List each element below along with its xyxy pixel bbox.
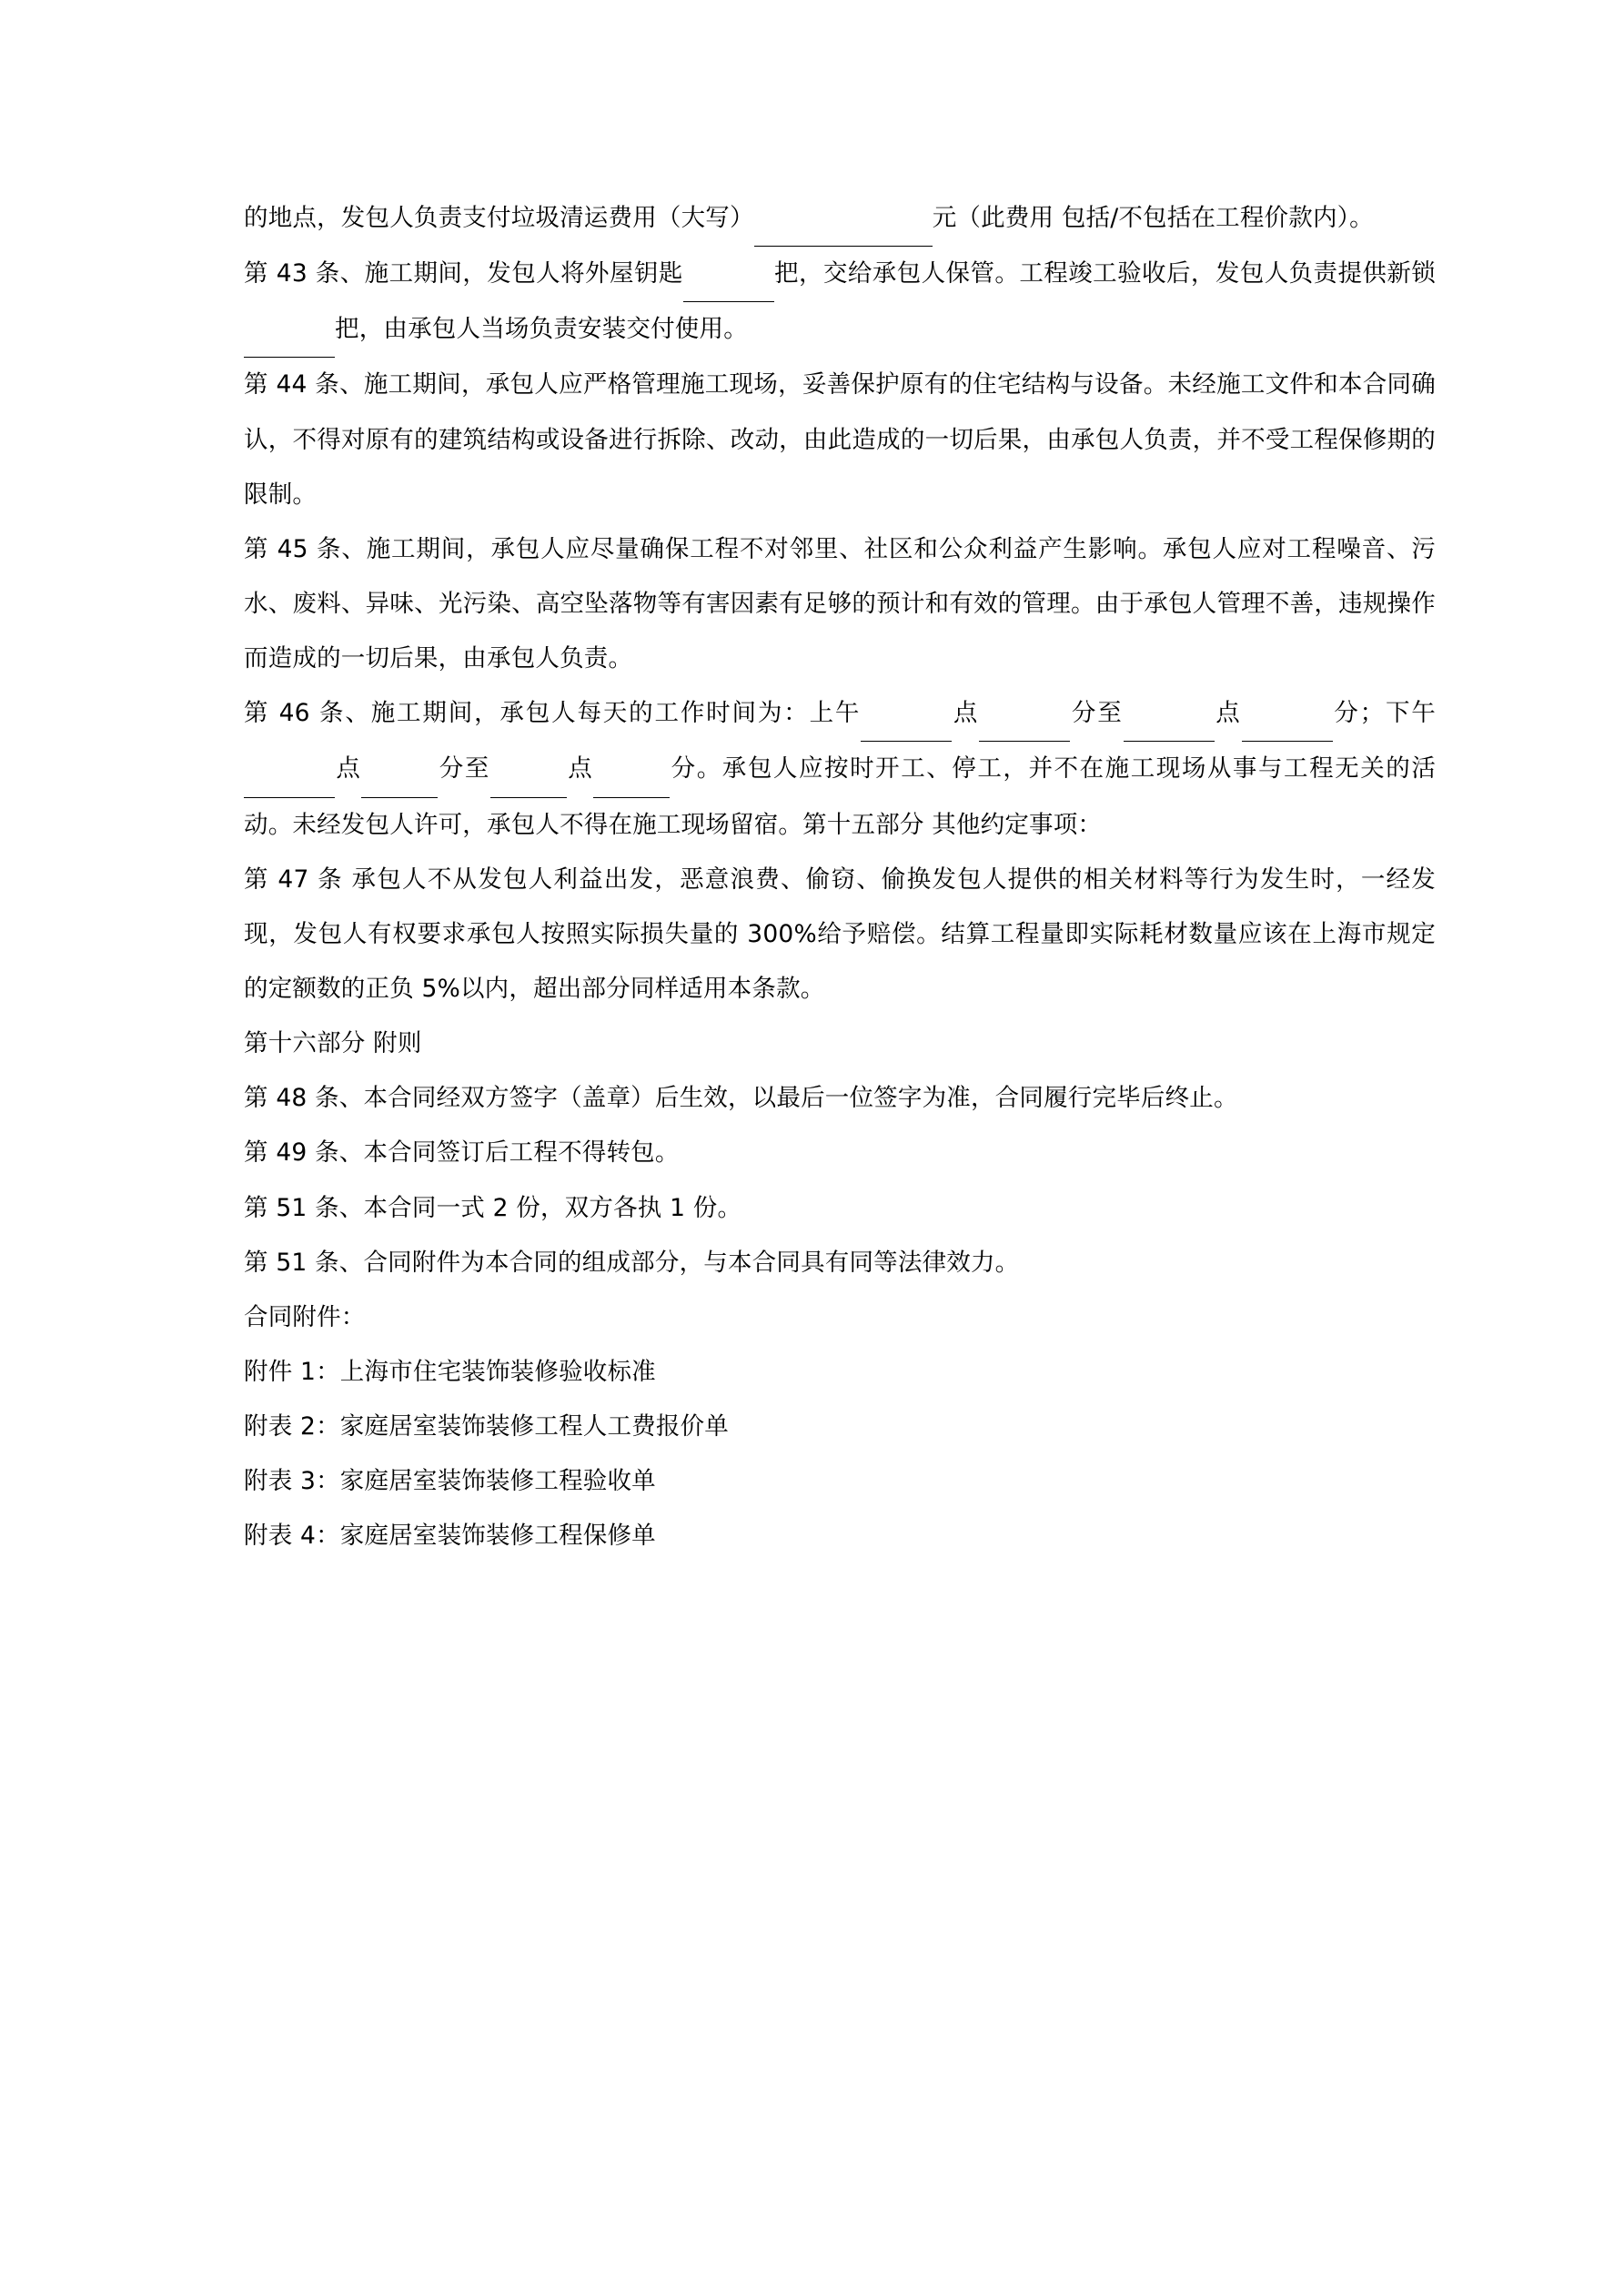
para-attachment-3: [244, 1454, 1436, 1509]
paragraph-text: 第 51 条、合同附件为本合同的组成部分，与本合同具有同等法律效力。: [244, 1248, 1020, 1277]
fill-in-blank[interactable]: [361, 742, 438, 797]
paragraph-text: 附表 3：家庭居室装饰装修工程验收单: [244, 1467, 656, 1496]
paragraph-text: 第 45 条、施工期间，承包人应尽量确保工程不对邻里、社区和公众利益产生影响。承包人应对工程噪音、污水、废料、异味、光污染、高空坠落物等有害因素有足够的预计和有效的管理。由于承包人管理不善，违规操作而造成的一切后果，由承包人负责。: [244, 534, 1436, 673]
paragraph-text: 把，交给承包人保管。工程竣工验收后，发包人负责提供新锁: [773, 259, 1436, 288]
fill-in-blank[interactable]: [244, 742, 335, 797]
fill-in-blank[interactable]: [861, 686, 952, 742]
paragraph-text: 点: [566, 754, 594, 784]
paragraph-text: 附表 4：家庭居室装饰装修工程保修单: [244, 1522, 656, 1551]
paragraph-text: 分至: [1070, 699, 1124, 728]
paragraph-text: 合同附件：: [244, 1302, 366, 1331]
para-article-45: [244, 522, 1436, 686]
fill-in-blank[interactable]: [593, 742, 670, 797]
para-article-51a: [244, 1181, 1436, 1236]
paragraph-text: 第 46 条、施工期间，承包人每天的工作时间为：上午: [244, 699, 862, 728]
paragraph-text: 第 43 条、施工期间，发包人将外屋钥匙: [244, 259, 683, 288]
paragraph-text: 第 47 条 承包人不从发包人利益出发，恶意浪费、偷窃、偷换发包人提供的相关材料等行为发生时，一经发现，发包人有权要求承包人按照实际损失量的 300%给予赔偿。结算工程量即实际耗材数量应该在上海市规定的定额数的正负 5%以内，超出部分同样适用本条款。: [244, 865, 1436, 1003]
paragraph-text: 把，由承包人当场负责安装交付使用。: [335, 315, 748, 344]
paragraph-text: 第 49 条、本合同签订后工程不得转包。: [244, 1138, 680, 1168]
fill-in-blank[interactable]: [1124, 686, 1215, 742]
para-attachments-title: [244, 1290, 1436, 1345]
paragraph-text: 点: [1214, 699, 1242, 728]
para-attachment-4: [244, 1509, 1436, 1563]
document-body: [244, 191, 1436, 1564]
fill-in-blank[interactable]: [754, 191, 933, 247]
para-attachment-2: [244, 1400, 1436, 1454]
paragraph-text: 的地点，发包人负责支付垃圾清运费用（大写）: [244, 204, 754, 232]
paragraph-text: 第十六部分 附则: [244, 1029, 422, 1058]
paragraph-text: 第 44 条、施工期间，承包人应严格管理施工现场，妥善保护原有的住宅结构与设备。未经施工文件和本合同确认，不得对原有的建筑结构或设备进行拆除、改动，由此造成的一切后果，由承包人负责，并不受工程保修期的限制。: [244, 370, 1436, 509]
paragraph-text: 元（此费用 包括/不包括在工程价款内）。: [932, 204, 1374, 232]
paragraph-text: 点: [952, 699, 980, 728]
paragraph-text: 分；下午: [1332, 699, 1436, 728]
para-article-48: [244, 1071, 1436, 1126]
para-article-47: [244, 853, 1436, 1017]
paragraph-text: 第 51 条、本合同一式 2 份，双方各执 1 份。: [244, 1193, 742, 1222]
paragraph-text: 分至: [438, 754, 490, 784]
fill-in-blank[interactable]: [490, 742, 567, 797]
fill-in-blank[interactable]: [244, 302, 335, 358]
para-article-49: [244, 1126, 1436, 1180]
fill-in-blank[interactable]: [979, 686, 1070, 742]
paragraph-text: 第 48 条、本合同经双方签字（盖章）后生效，以最后一位签字为准，合同履行完毕后终止。: [244, 1084, 1238, 1113]
paragraph-text: 点: [335, 754, 362, 784]
para-trash-fee: [244, 191, 1436, 247]
para-article-43: [244, 247, 1436, 358]
paragraph-text: 附表 2：家庭居室装饰装修工程人工费报价单: [244, 1412, 729, 1441]
fill-in-blank[interactable]: [1242, 686, 1333, 742]
fill-in-blank[interactable]: [683, 247, 774, 302]
para-article-46: [244, 686, 1436, 852]
paragraph-text: 分。承包人应按时开工、停工，并不在施工现场从事与工程无关的活动。未经发包人许可，承包人不得在施工现场留宿。第十五部分 其他约定事项：: [244, 754, 1437, 839]
para-attachment-1: [244, 1345, 1436, 1400]
paragraph-text: 附件 1：上海市住宅装饰装修验收标准: [244, 1357, 656, 1386]
para-section-16: [244, 1017, 1436, 1071]
para-article-44: [244, 358, 1436, 521]
para-article-51b: [244, 1236, 1436, 1290]
